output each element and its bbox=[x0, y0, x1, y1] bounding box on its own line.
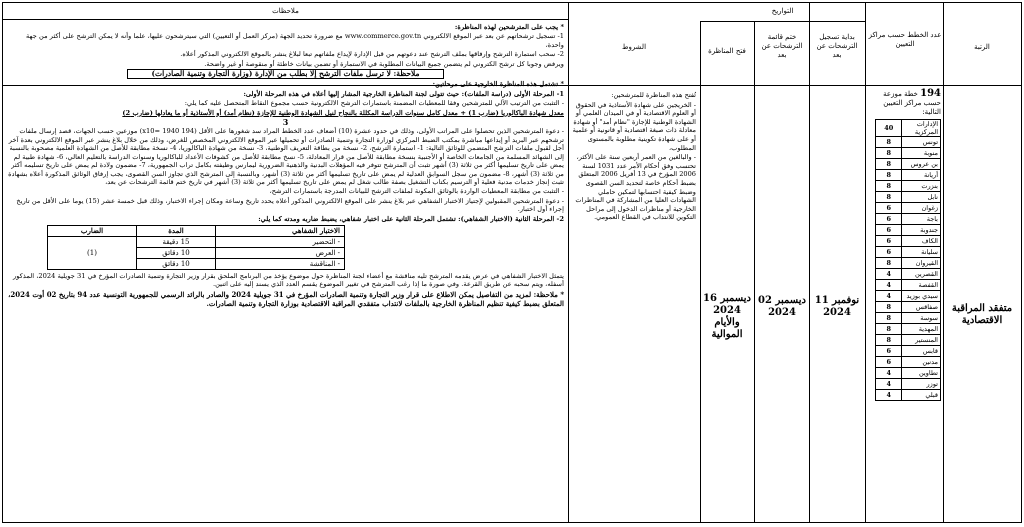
conditions-p2: - والبالغين من العمر أربعين سنة على الأكثر، تحتسب وفق أحكام الأمر عدد 1031 لسنة 2006 المؤرخ في 13 أفريل 2006 المتعلق بضبط أحكام خاصة لتحديد السن القصوى وضبط كيفية احتسابها لتمكين حاملي الشهادات العليا من المشاركة في المناظرات الخارجية أو مناظرات الدخول إلى مراحل التكوين للانتداب في القطاع العمومي. bbox=[575, 153, 696, 222]
distribution-center: زغوان bbox=[902, 203, 941, 214]
distribution-center: قبلي bbox=[902, 390, 941, 401]
oral-row-duration: 15 دقيقة bbox=[137, 236, 216, 247]
distribution-row bbox=[876, 258, 941, 269]
distribution-row bbox=[876, 247, 941, 258]
oral-h-coef: الضارب bbox=[48, 225, 137, 236]
reg-start-date: 11 نوفمبر 2024 bbox=[814, 295, 860, 318]
distribution-center: باجة bbox=[902, 214, 941, 225]
distribution-center: المنستير bbox=[902, 335, 941, 346]
exam-open-date: 16 ديسمبر 2024 والأيام الموالية bbox=[703, 293, 751, 340]
distribution-table bbox=[875, 119, 941, 401]
distribution-center: القصرين bbox=[902, 269, 941, 280]
distribution-count: 8 bbox=[876, 302, 902, 313]
distribution-center: نابل bbox=[902, 192, 941, 203]
distribution-center: القيروان bbox=[902, 258, 941, 269]
notes-p1-a: 1- تسجيل ترشحاتهم عن بعد عبر الموقع الالكتروني www.commerce.gov.tn مع ضرورة تحديد الجهة (مركز العمل أو التعيين) التي سيترشحون عليها، علما وأنه لا يمكن الترشح على أكثر من جهة واحدة، bbox=[26, 32, 564, 49]
distribution-row bbox=[876, 170, 941, 181]
distribution-row bbox=[876, 379, 941, 390]
notes-p1-title: * يجب على المترشحين لهذه المناظرة: bbox=[454, 23, 564, 31]
notes-p1-b: 2- سحب استمارة الترشح وإرفاقها بملف الترشح عند دعوتهم من قبل الإدارة لإيداع ملفاتهم تبعا لبلاغ ينشر بالموقع الالكتروني المذكور أعلاه. bbox=[180, 50, 564, 59]
distribution-count: 8 bbox=[876, 324, 902, 335]
notes-p1-c: ويرفض وجوبا كل ترشح الكتروني لم يتضمن جميع البيانات المطلوبة في الاستمارة أو تضمن بيانات خاطئة أو منقوصة أو غير واضحة. bbox=[204, 59, 564, 68]
plans-intro: موزعة حسب مراكز التعيين التالية: bbox=[883, 90, 941, 116]
distribution-count: 8 bbox=[876, 137, 902, 148]
distribution-center: تطاوين bbox=[902, 368, 941, 379]
oral-coef: (1) bbox=[48, 236, 137, 269]
distribution-center: القفصة bbox=[902, 280, 941, 291]
distribution-center: صفاقس bbox=[902, 302, 941, 313]
oral-h-duration: المدة bbox=[137, 225, 216, 236]
notes-stage1-a: - التثبت من الترتيب الآلي للمترشحين وفقا للمعطيات المضمنة باستمارات الترشح الالكترونية حسب مجموع النقاط المتحصل عليه كما يلي: bbox=[184, 99, 564, 108]
distribution-row bbox=[876, 335, 941, 346]
notes-stage1-c: - التثبت من مطابقة المعطيات الواردة بالوثائق المكونة لملفات الترشح للبيانات المدرجة باستمارات الترشح، bbox=[269, 187, 564, 196]
distribution-count: 8 bbox=[876, 170, 902, 181]
distribution-count: 8 bbox=[876, 181, 902, 192]
distribution-row bbox=[876, 313, 941, 324]
oral-row-name: - المناقشة bbox=[216, 258, 345, 269]
distribution-count: 40 bbox=[876, 120, 902, 137]
distribution-count: 6 bbox=[876, 346, 902, 357]
rank-value: متفقد المراقبة الاقتصادية bbox=[951, 303, 1013, 326]
distribution-count: 4 bbox=[876, 379, 902, 390]
announcement-table bbox=[2, 2, 1022, 523]
distribution-row bbox=[876, 214, 941, 225]
distribution-count: 6 bbox=[876, 214, 902, 225]
distribution-row bbox=[876, 302, 941, 313]
notes-final: * ملاحظة: لمزيد من التفاصيل يمكن الاطلاع على قرار وزير التجارة وتنمية الصادرات المؤرخ في 31 جويلية 2024 والصادر بالرائد الرسمي للجمهورية التونسية عدد 94 بتاريخ 02 أوت 2024، المتعلق بضبط كيفية تنظيم المناظرة الخارجية بالملفات لانتداب متفقدي المراقبة الاقتصادية بوزارة التجارة وتنمية الصادرات. bbox=[8, 289, 564, 308]
distribution-center: منوبة bbox=[902, 148, 941, 159]
distribution-center: سيدي بوزيد bbox=[902, 291, 941, 302]
distribution-row bbox=[876, 148, 941, 159]
distribution-center: توزر bbox=[902, 379, 941, 390]
distribution-row bbox=[876, 192, 941, 203]
header-reg-start: بداية تسجيل الترشحات عن بعد bbox=[816, 33, 858, 59]
distribution-row bbox=[876, 203, 941, 214]
distribution-count: 8 bbox=[876, 258, 902, 269]
notes-stage1: 1- المرحلة الأولى (دراسة الملفات): حيث تتولى لجنة المناظرة الخارجية المشار إليها أعلاه في هذه المرحلة الأولى: bbox=[243, 89, 564, 98]
header-plans: عدد الخطط حسب مراكز التعيين bbox=[868, 31, 942, 48]
header-reg-end: ختم قائمة الترشحات عن بعد bbox=[761, 33, 803, 59]
distribution-count: 4 bbox=[876, 291, 902, 302]
distribution-row bbox=[876, 280, 941, 291]
plans-total-suffix: خطة bbox=[904, 90, 918, 98]
distribution-count: 6 bbox=[876, 236, 902, 247]
header-conditions: الشروط bbox=[621, 43, 647, 51]
distribution-center: بنزرت bbox=[902, 181, 941, 192]
distribution-count: 4 bbox=[876, 368, 902, 379]
distribution-row bbox=[876, 159, 941, 170]
distribution-center: المهدية bbox=[902, 324, 941, 335]
distribution-count: 8 bbox=[876, 192, 902, 203]
notes-p2-title: * تشتمل هذه المناظرة الخارجية على مرحلتين: bbox=[432, 80, 564, 89]
notes-stage1-d: - دعوة المترشحين المقبولين لإجتياز الاختبار الشفاهي عبر بلاغ ينشر على الموقع الالكتروني المذكور أعلاه يحدد تاريخ وساعة ومكان إجراء الاختبار، وذلك قبل خمسة عشر (15) يوما على الأقل من تاريخ إجراء أول اختبار. bbox=[16, 196, 564, 214]
header-notes: ملاحظات bbox=[272, 7, 299, 15]
distribution-center: جندوبة bbox=[902, 225, 941, 236]
reg-end-date: 02 ديسمبر 2024 bbox=[758, 295, 806, 318]
distribution-center: قابس bbox=[902, 346, 941, 357]
notes-block bbox=[7, 23, 564, 309]
distribution-center: تونس bbox=[902, 137, 941, 148]
oral-row-name: - التحضير bbox=[216, 236, 345, 247]
header-rank: الرتبة bbox=[974, 43, 990, 51]
distribution-row bbox=[876, 324, 941, 335]
distribution-row bbox=[876, 236, 941, 247]
conditions-block bbox=[572, 91, 696, 223]
distribution-count: 6 bbox=[876, 357, 902, 368]
distribution-count: 8 bbox=[876, 335, 902, 346]
distribution-row bbox=[876, 269, 941, 280]
distribution-center: مدنين bbox=[902, 357, 941, 368]
distribution-center: سوسة bbox=[902, 313, 941, 324]
notes-formula: معدل شهادة الباكالوريا (ضارب 1) + معدل كامل سنوات الدراسة المكللة بالنجاح لنيل الشهادة الوطنية للإجازة (نظام أمد) أو الأستاذية أو ما يعادلها (ضارب 2) bbox=[122, 108, 564, 117]
notes-p1-note: ملاحظة: لا ترسل ملفات الترشح إلا بطلب من الإدارة (وزارة التجارة وتنمية الصادرات) bbox=[127, 69, 444, 79]
oral-exam-table bbox=[47, 225, 345, 270]
distribution-count: 4 bbox=[876, 280, 902, 291]
distribution-row bbox=[876, 137, 941, 148]
distribution-row bbox=[876, 368, 941, 379]
distribution-row bbox=[876, 181, 941, 192]
distribution-row bbox=[876, 357, 941, 368]
oral-row-duration: 10 دقائق bbox=[137, 258, 216, 269]
oral-row-duration: 10 دقائق bbox=[137, 247, 216, 258]
distribution-center: الإدارات المركزية bbox=[902, 120, 941, 137]
distribution-count: 6 bbox=[876, 203, 902, 214]
distribution-count: 6 bbox=[876, 247, 902, 258]
oral-row-name: - العرض bbox=[216, 247, 345, 258]
plans-total: 194 bbox=[920, 88, 941, 99]
conditions-intro: تُفتح هذه المناظرة للمترشحين: bbox=[611, 91, 696, 99]
header-exam-open: فتح المناظرة bbox=[708, 47, 746, 55]
distribution-count: 8 bbox=[876, 159, 902, 170]
distribution-count: 4 bbox=[876, 269, 902, 280]
distribution-center: سليانة bbox=[902, 247, 941, 258]
distribution-row bbox=[876, 390, 941, 401]
plans-block bbox=[869, 89, 941, 401]
distribution-center: الكاف bbox=[902, 236, 941, 247]
notes-oral-text: يتمثل الاختبار الشفاهي في عرض يقدمه المترشح تليه مناقشة مع أعضاء لجنة المناظرة حول موضوع يؤخذ من البرنامج الملحق بقرار وزير التجارة وتنمية الصادرات المؤرخ في 31 جويلية 2024، المذكور أسفله، ويتم سحبه عن طريق القرعة. وفي صورة ما إذا رغب المترشح في تغيير الموضوع يقسم العدد الذي يسند إليه على اثنين. bbox=[12, 271, 564, 289]
distribution-row bbox=[876, 291, 941, 302]
oral-h-exam: الاختبار الشفاهي bbox=[216, 225, 345, 236]
distribution-count: 8 bbox=[876, 148, 902, 159]
notes-stage1-b: - دعوة المترشحين الذين تحصلوا على المراتب الأولى، وذلك في حدود عشرة (10) أضعاف عدد الخطط المراد سد شغورها على الأقل (194 x10= 1940) موزعين حسب الجهات، قصد إرسال ملفات ترشحهم عبر البريد أو إيداعها مباشرة بمكتب الضبط المركزي لوزارة التجارة وتنمية الصادرات أو تحميلها عبر الموقع الالكتروني المخصص للغرض، وذلك من خلال بلاغ ينشر عبر الموقع الالكتروني بعدة آخر أجل لقبول ملفات الترشح المتضمن للوثائق التالية: 1- استمارة الترشح، 2- نسخة من بطاقة التعريف الوطنية، 3- نسخة من شهادة الباكالوريا، 4- نسخة مطابقة للأصل من الشهادة العلمية مصحوبة بالنسبة إلى الشهائد المسلمة من الجامعات الخاصة أو الأجنبية بنسخة مطابقة للأصل من قرار المعادلة، 5- نسخ مطابقة للأصل من كشوفات الأعداد للباكالوريا وسنوات الدراسة بالتعليم العالي، 6- شهادة طبية لم يمض على تاريخ تسليمها أكثر من ثلاثة (3) أشهر تثبت أن المترشح تتوفر فيه المؤهلات البدنية والذهنية الضرورية ليمارس وظيفته بكامل تراب الجمهورية، 7- مضمون ولادة لم يمض على تاريخ تسليمه أكثر من ثلاثة (3) أشهر، 8- مضمون من سجل السوابق العدلية لم يمض على تاريخ تسليمها أكثر من ثلاثة (3) أشهر، وبالنسبة إلى المترشح الذي تجاوز السن القصوى، يجب إرفاق الوثائق المذكورة أعلاه بشهادة تثبت إنجاز خدمات مدنية فعلية أو الترسيم بكتاب التشغيل بصفة طالب شغل لم يمض على تاريخ تسليمها أكثر من ثلاثة (3) أشهر في تاريخ ختم قائمة الترشحات عن بعد، bbox=[8, 127, 564, 186]
conditions-p1: - الخريجين على شهادة الأستاذية في الحقوق أو العلوم الاقتصادية أو في الميدان العلمي أو الشهادة الوطنية للإجازة "نظام أمد" أو شهادة معادلة ذات صبغة اقتصادية أو قانونية أو علمية أو على شهادة تكوينية مطلوبة بالمستوى المطلوب، bbox=[572, 100, 696, 152]
distribution-row bbox=[876, 120, 941, 137]
distribution-row bbox=[876, 346, 941, 357]
header-dates: التواريخ bbox=[771, 7, 794, 15]
notes-formula-div: 3 bbox=[282, 117, 289, 128]
distribution-center: بن عروس bbox=[902, 159, 941, 170]
notes-stage2: 2- المرحلة الثانية (الاختبار الشفاهي): تشتمل المرحلة الثانية على اختبار شفاهي، يضبط ضاربه ومدته كما يلي: bbox=[258, 214, 564, 223]
distribution-center: أريانة bbox=[902, 170, 941, 181]
distribution-count: 6 bbox=[876, 225, 902, 236]
distribution-count: 4 bbox=[876, 390, 902, 401]
distribution-row bbox=[876, 225, 941, 236]
distribution-count: 8 bbox=[876, 313, 902, 324]
